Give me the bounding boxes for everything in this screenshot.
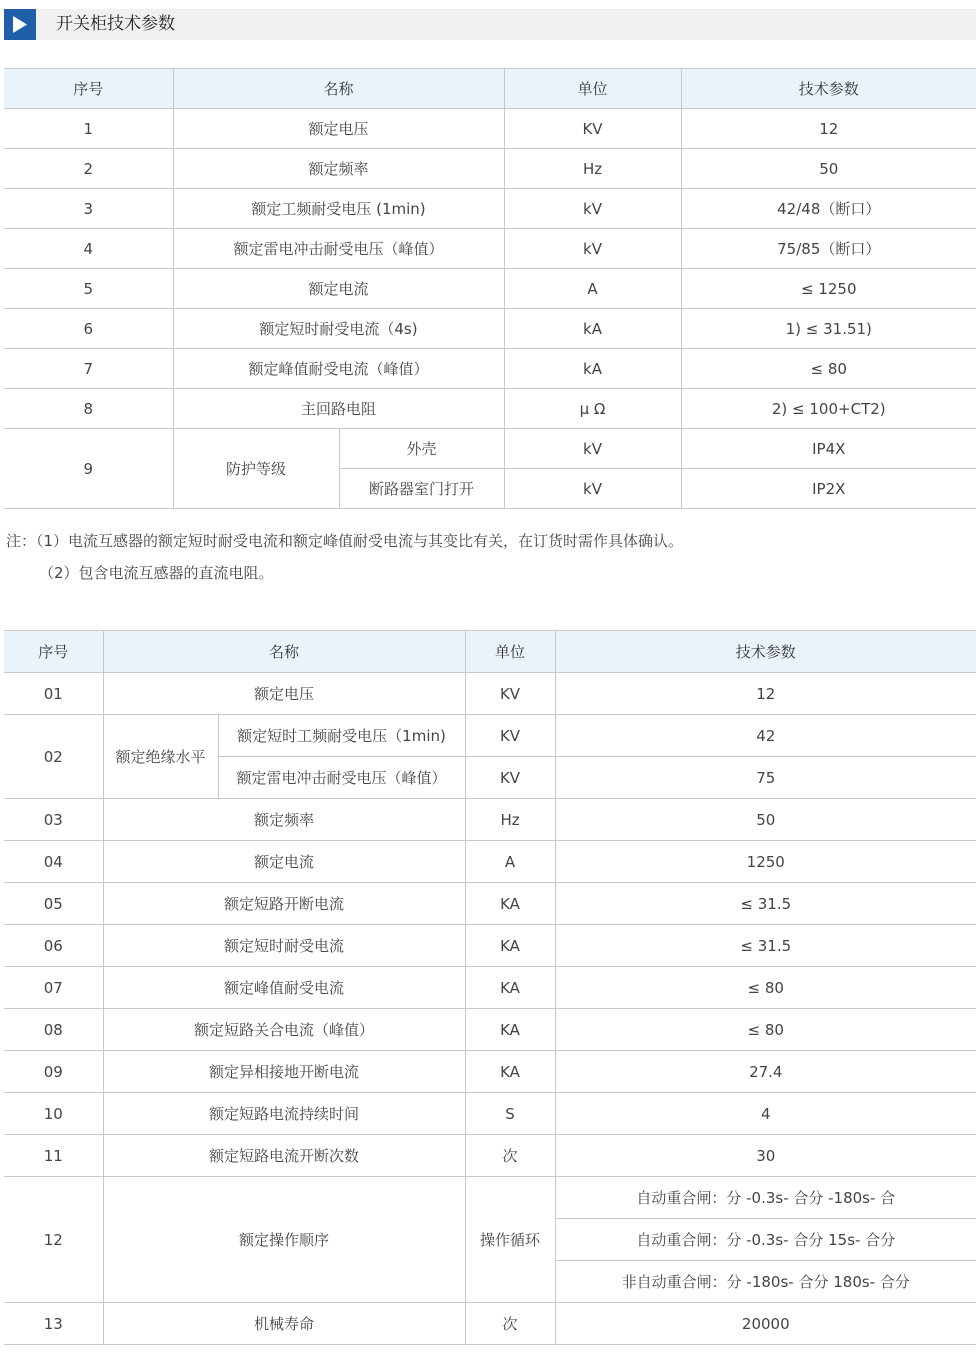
row-unit: 次 xyxy=(465,1303,555,1345)
note-line-1: 注：（1）电流互感器的额定短时耐受电流和额定峰值耐受电流与其变比有关，在订货时需作具体确认。 xyxy=(6,532,684,550)
row-no: 3 xyxy=(4,189,173,229)
row-no: 1 xyxy=(4,109,173,149)
table-row xyxy=(4,1177,976,1219)
table-row xyxy=(4,389,976,429)
table-header-row xyxy=(4,631,976,673)
row-unit: kV xyxy=(504,429,681,469)
table-row xyxy=(4,925,976,967)
row-name: 额定频率 xyxy=(103,799,465,841)
table-row xyxy=(4,967,976,1009)
row-name: 额定绝缘水平 xyxy=(103,715,218,799)
row-name: 主回路电阻 xyxy=(173,389,504,429)
row-name: 额定异相接地开断电流 xyxy=(103,1051,465,1093)
row-no: 5 xyxy=(4,269,173,309)
row-name: 额定雷电冲击耐受电压（峰值） xyxy=(173,229,504,269)
table-row xyxy=(4,1093,976,1135)
row-unit: KV xyxy=(465,757,555,799)
row-no: 10 xyxy=(4,1093,103,1135)
row-value: 1) ≤ 31.51) xyxy=(681,309,976,349)
row-value: IP2X xyxy=(681,469,976,509)
row-unit: KV xyxy=(465,673,555,715)
row-name: 额定峰值耐受电流 xyxy=(103,967,465,1009)
row-no: 2 xyxy=(4,149,173,189)
header-name: 名称 xyxy=(103,631,465,673)
table-row xyxy=(4,1135,976,1177)
row-value: IP4X xyxy=(681,429,976,469)
row-value: ≤ 80 xyxy=(555,1009,976,1051)
header-unit: 单位 xyxy=(465,631,555,673)
table-row xyxy=(4,799,976,841)
row-no: 04 xyxy=(4,841,103,883)
row-name: 防护等级 xyxy=(173,429,339,509)
row-name: 额定峰值耐受电流（峰值） xyxy=(173,349,504,389)
table-row xyxy=(4,883,976,925)
table-row xyxy=(4,189,976,229)
row-value: 自动重合闸：分 -0.3s- 合分 -180s- 合 xyxy=(555,1177,976,1219)
table-row xyxy=(4,673,976,715)
row-unit: S xyxy=(465,1093,555,1135)
row-value: 42 xyxy=(555,715,976,757)
header-no: 序号 xyxy=(4,631,103,673)
row-unit: kA xyxy=(504,349,681,389)
row-no: 4 xyxy=(4,229,173,269)
row-value: 20000 xyxy=(555,1303,976,1345)
row-name: 额定短时耐受电流 xyxy=(103,925,465,967)
row-value: ≤ 80 xyxy=(681,349,976,389)
table-row xyxy=(4,109,976,149)
row-no: 11 xyxy=(4,1135,103,1177)
row-value: ≤ 1250 xyxy=(681,269,976,309)
row-value: 50 xyxy=(555,799,976,841)
row-value: ≤ 31.5 xyxy=(555,925,976,967)
row-unit: Hz xyxy=(465,799,555,841)
row-name: 额定工频耐受电压 (1min) xyxy=(173,189,504,229)
table-row xyxy=(4,309,976,349)
table-row xyxy=(4,1009,976,1051)
row-value: 1250 xyxy=(555,841,976,883)
header-unit: 单位 xyxy=(504,69,681,109)
row-subname: 外壳 xyxy=(339,429,504,469)
row-name: 额定短时耐受电流（4s) xyxy=(173,309,504,349)
spec-table-2 xyxy=(4,630,976,1345)
row-name: 额定电流 xyxy=(103,841,465,883)
row-value: 75 xyxy=(555,757,976,799)
row-value: 27.4 xyxy=(555,1051,976,1093)
table-row xyxy=(4,1303,976,1345)
row-unit: KA xyxy=(465,925,555,967)
row-unit: A xyxy=(504,269,681,309)
row-unit: kV xyxy=(504,229,681,269)
row-no: 09 xyxy=(4,1051,103,1093)
row-no: 08 xyxy=(4,1009,103,1051)
row-name: 额定电流 xyxy=(173,269,504,309)
table-row xyxy=(4,1051,976,1093)
row-unit: KV xyxy=(465,715,555,757)
row-value: 42/48（断口） xyxy=(681,189,976,229)
table-row xyxy=(4,229,976,269)
row-value: 75/85（断口） xyxy=(681,229,976,269)
row-value: 12 xyxy=(555,673,976,715)
row-no: 01 xyxy=(4,673,103,715)
section-title: 开关柜技术参数 xyxy=(56,14,175,34)
note-line-2: （2）包含电流互感器的直流电阻。 xyxy=(39,564,274,582)
row-value: 4 xyxy=(555,1093,976,1135)
row-no: 13 xyxy=(4,1303,103,1345)
row-unit: 操作循环 xyxy=(465,1177,555,1303)
header-name: 名称 xyxy=(173,69,504,109)
header-value: 技术参数 xyxy=(681,69,976,109)
row-no: 06 xyxy=(4,925,103,967)
row-value: ≤ 31.5 xyxy=(555,883,976,925)
row-value: 2) ≤ 100+CT2) xyxy=(681,389,976,429)
row-name: 额定短路关合电流（峰值） xyxy=(103,1009,465,1051)
row-no: 6 xyxy=(4,309,173,349)
row-name: 额定电压 xyxy=(103,673,465,715)
row-no: 05 xyxy=(4,883,103,925)
row-value: ≤ 80 xyxy=(555,967,976,1009)
row-value: 12 xyxy=(681,109,976,149)
table-row xyxy=(4,841,976,883)
row-subname: 额定雷电冲击耐受电压（峰值） xyxy=(218,757,465,799)
row-name: 机械寿命 xyxy=(103,1303,465,1345)
row-unit: kV xyxy=(504,469,681,509)
row-unit: Hz xyxy=(504,149,681,189)
row-name: 额定频率 xyxy=(173,149,504,189)
row-value: 50 xyxy=(681,149,976,189)
row-value: 30 xyxy=(555,1135,976,1177)
row-no: 12 xyxy=(4,1177,103,1303)
row-name: 额定电压 xyxy=(173,109,504,149)
notes xyxy=(6,525,683,589)
header-value: 技术参数 xyxy=(555,631,976,673)
row-unit: KA xyxy=(465,967,555,1009)
row-no: 9 xyxy=(4,429,173,509)
play-icon xyxy=(4,9,36,40)
row-name: 额定操作顺序 xyxy=(103,1177,465,1303)
row-unit: A xyxy=(465,841,555,883)
table-row xyxy=(4,429,976,469)
row-unit: KA xyxy=(465,1009,555,1051)
section-header xyxy=(4,9,976,40)
row-unit: KA xyxy=(465,883,555,925)
row-name: 额定短路开断电流 xyxy=(103,883,465,925)
row-unit: kV xyxy=(504,189,681,229)
row-unit: 次 xyxy=(465,1135,555,1177)
row-subname: 断路器室门打开 xyxy=(339,469,504,509)
table-row xyxy=(4,715,976,757)
row-no: 03 xyxy=(4,799,103,841)
table-row xyxy=(4,349,976,389)
row-unit: kA xyxy=(504,309,681,349)
table-header-row xyxy=(4,69,976,109)
row-value: 自动重合闸：分 -0.3s- 合分 15s- 合分 xyxy=(555,1219,976,1261)
row-unit: KV xyxy=(504,109,681,149)
header-no: 序号 xyxy=(4,69,173,109)
row-no: 02 xyxy=(4,715,103,799)
row-subname: 额定短时工频耐受电压（1min) xyxy=(218,715,465,757)
spec-table-1 xyxy=(4,68,976,509)
row-no: 8 xyxy=(4,389,173,429)
table-row xyxy=(4,149,976,189)
row-unit: KA xyxy=(465,1051,555,1093)
row-name: 额定短路电流持续时间 xyxy=(103,1093,465,1135)
row-value: 非自动重合闸：分 -180s- 合分 180s- 合分 xyxy=(555,1261,976,1303)
row-unit: μ Ω xyxy=(504,389,681,429)
table-row xyxy=(4,269,976,309)
row-name: 额定短路电流开断次数 xyxy=(103,1135,465,1177)
row-no: 07 xyxy=(4,967,103,1009)
row-no: 7 xyxy=(4,349,173,389)
